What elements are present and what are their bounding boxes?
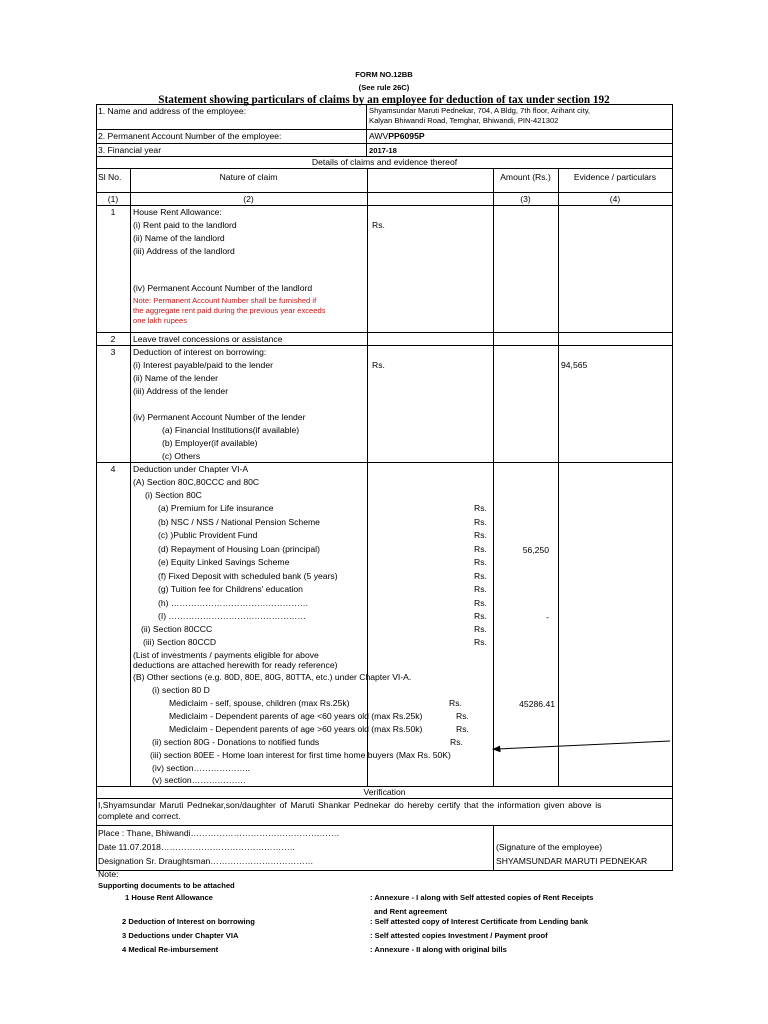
mediclaim-parents-below-60-rs: Rs. xyxy=(456,711,469,721)
supporting-doc-label: 2 Deduction of Interest on borrowing xyxy=(122,917,255,926)
section-80c-item-rs: Rs. xyxy=(474,543,487,554)
rule-reference: (See rule 26C) xyxy=(358,83,410,92)
section-80c: (i) Section 80C xyxy=(145,490,202,500)
section-iv: (iv) section……………….. xyxy=(152,763,250,773)
verification-text-line-2: complete and correct. xyxy=(98,811,181,821)
section-v: (v) section………………. xyxy=(152,775,246,785)
section-80c-item-rs: Rs. xyxy=(474,597,487,608)
financial-year-value: 2017-18 xyxy=(369,146,397,155)
supporting-docs-heading: Supporting documents to be attached xyxy=(98,881,235,890)
section-80c-item-label: (b) NSC / NSS / National Pension Scheme xyxy=(158,516,320,527)
section-80ccd: (iii) Section 80CCD xyxy=(143,637,217,647)
hra-title: House Rent Allowance: xyxy=(133,207,222,217)
section-80ccd-rs: Rs. xyxy=(474,637,487,647)
mediclaim-self: Mediclaim - self, spouse, children (max Rs.25k) xyxy=(169,698,350,708)
signer-name: SHYAMSUNDAR MARUTI PEDNEKAR xyxy=(496,856,648,866)
supporting-doc-value: and Rent agreement xyxy=(374,907,448,916)
supporting-doc-label: 1 House Rent Allowance xyxy=(125,893,213,902)
col-number-3: (3) xyxy=(520,194,531,204)
hra-landlord-pan: (iv) Permanent Account Number of the landlord xyxy=(133,283,313,293)
employee-address-line-2: Kalyan Bhiwandi Road, Temghar, Bhiwandi, PIN-421302 xyxy=(369,116,559,125)
investments-note-line-1: (List of investments / payments eligible for above xyxy=(133,650,319,660)
section-80c-item-label: (a) Premium for Life insurance xyxy=(158,503,274,513)
hra-note-line-2: the aggregate rent paid during the previous year exceeds xyxy=(133,306,326,315)
section-80c-item-rs: Rs. xyxy=(474,570,487,581)
financial-year-label: 3. Financial year xyxy=(98,145,162,155)
col-number-1: (1) xyxy=(107,194,119,204)
interest-sl: 3 xyxy=(110,347,116,357)
hra-rent-rs: Rs. xyxy=(372,220,385,230)
mediclaim-self-rs: Rs. xyxy=(449,698,462,708)
section-80c-item-rs: Rs. xyxy=(474,584,487,594)
section-80ee: (iii) section 80EE - Home loan interest for first time home buyers (Max Rs. 50K) xyxy=(150,750,451,760)
form-title: Statement showing particulars of claims by an employee for deduction of tax under section 192 xyxy=(158,94,610,106)
section-80c-group: (A) Section 80C,80CCC and 80C xyxy=(133,477,260,487)
employee-address-line-1: Shyamsundar Maruti Pednekar, 704, A Bldg, 7th floor, Arihant city, xyxy=(369,106,591,115)
supporting-doc-value: : Self attested copy of Interest Certificate from Lending bank xyxy=(370,917,589,926)
section-80c-item-label: (c) )Public Provident Fund xyxy=(158,530,258,540)
investments-note-line-2: deductions are attached herewith for ready reference) xyxy=(133,660,338,670)
pan-value-bold: PP6095P xyxy=(388,131,425,141)
hra-sl: 1 xyxy=(110,207,116,217)
footer-note: Note: xyxy=(98,869,119,879)
section-80c-item-rs: Rs. xyxy=(474,530,487,540)
hra-note-line-3: one lakh rupees xyxy=(133,316,188,325)
interest-title: Deduction of interest on borrowing: xyxy=(133,347,267,357)
col-evidence-header: Evidence / particulars xyxy=(573,172,657,182)
interest-rs: Rs. xyxy=(372,360,385,370)
section-80c-item-label: (g) Tuition fee for Childrens' education xyxy=(158,584,303,594)
section-80c-item-label: (d) Repayment of Housing Loan (principal) xyxy=(158,543,320,554)
interest-lender-pan: (iv) Permanent Account Number of the lender xyxy=(133,412,306,422)
details-heading: Details of claims and evidence thereof xyxy=(311,157,458,167)
section-80c-item-amount: 56,250 xyxy=(522,544,549,555)
interest-others: (c) Others xyxy=(162,451,201,461)
hra-landlord-name: (ii) Name of the landlord xyxy=(133,233,225,243)
section-80c-item-rs: Rs. xyxy=(474,611,487,621)
section-80c-item-amount: - xyxy=(546,612,549,622)
verification-heading: Verification xyxy=(363,787,406,797)
annotation-arrow-icon xyxy=(488,738,673,754)
section-80c-item-label: (f) Fixed Deposit with scheduled bank (5 years) xyxy=(158,570,338,581)
interest-employer: (b) Employer(if available) xyxy=(162,438,258,448)
col-sl-header: Sl No. xyxy=(98,172,122,182)
interest-payable: (i) Interest payable/paid to the lender xyxy=(133,360,273,370)
section-80c-item-rs: Rs. xyxy=(474,516,487,527)
supporting-doc-label: 4 Medical Re-imbursement xyxy=(122,945,219,954)
chapter6a-sl: 4 xyxy=(110,464,116,474)
col-number-4: (4) xyxy=(609,194,621,204)
supporting-doc-value: : Self attested copies Investment / Payment proof xyxy=(370,931,548,940)
pan-value xyxy=(369,131,425,142)
section-80c-item-label: (I) ………………………………………… xyxy=(158,611,306,621)
col-nature-header: Nature of claim xyxy=(219,172,278,182)
section-80g: (ii) section 80G - Donations to notified funds xyxy=(152,737,320,747)
interest-lender-address: (iii) Address of the lender xyxy=(133,386,229,396)
form-number: FORM NO.12BB xyxy=(355,70,413,79)
pan-label: 2. Permanent Account Number of the employee: xyxy=(98,131,282,141)
lta-sl: 2 xyxy=(110,334,116,344)
interest-lender-name: (ii) Name of the lender xyxy=(133,373,219,383)
hra-note-line-1: Note: Permanent Account Number shall be furnished if xyxy=(133,296,317,305)
section-80c-item-label: (h) ………………………………………… xyxy=(158,597,309,608)
verification-text-line-1: I,Shyamsundar Maruti Pednekar,son/daughter of Maruti Shankar Pednekar do hereby certify that the information given above is xyxy=(98,800,602,810)
other-sections: (B) Other sections (e.g. 80D, 80E, 80G, 80TTA, etc.) under Chapter VI-A. xyxy=(133,672,412,682)
hra-landlord-address: (iii) Address of the landlord xyxy=(133,246,235,256)
supporting-doc-value: : Annexure - I along with Self attested copies of Rent Receipts xyxy=(370,893,594,902)
section-80ccc-rs: Rs. xyxy=(474,624,487,634)
col-number-2: (2) xyxy=(243,194,254,204)
chapter6a-title: Deduction under Chapter VI-A xyxy=(133,464,249,474)
section-80c-item-label: (e) Equity Linked Savings Scheme xyxy=(158,557,290,567)
mediclaim-self-amount: 45286.41 xyxy=(519,699,555,709)
section-80d: (i) section 80 D xyxy=(152,685,210,695)
mediclaim-parents-above-60-rs: Rs. xyxy=(456,724,469,734)
interest-evidence-value: 94,565 xyxy=(561,360,588,370)
section-80ccc: (ii) Section 80CCC xyxy=(141,624,213,634)
section-80c-item-rs: Rs. xyxy=(474,503,487,513)
employee-name-label: 1. Name and address of the employee: xyxy=(98,106,247,116)
mediclaim-parents-below-60: Mediclaim - Dependent parents of age <60 years old (max Rs.25k) xyxy=(169,711,423,721)
supporting-doc-value: : Annexure - II along with original bills xyxy=(370,945,507,954)
interest-financial-institutions: (a) Financial Institutions(if available) xyxy=(162,425,300,435)
verification-place: Place : Thane, Bhiwandi……………………………………………. xyxy=(98,828,340,838)
verification-date: Date 11.07.2018……………………………………….. xyxy=(98,842,295,852)
lta-title: Leave travel concessions or assistance xyxy=(133,334,283,344)
verification-designation: Designation Sr. Draughtsman……………………………… xyxy=(98,856,314,866)
signature-label: (Signature of the employee) xyxy=(496,842,603,852)
hra-rent: (i) Rent paid to the landlord xyxy=(133,220,237,230)
col-amount-header: Amount (Rs.) xyxy=(500,172,551,182)
section-80g-rs: Rs. xyxy=(450,737,463,747)
supporting-doc-label: 3 Deductions under Chapter VIA xyxy=(122,931,239,940)
section-80c-item-rs: Rs. xyxy=(474,557,487,567)
pan-value-prefix: AWV xyxy=(369,131,389,141)
mediclaim-parents-above-60: Mediclaim - Dependent parents of age >60 years old (max Rs.50k) xyxy=(169,724,423,734)
